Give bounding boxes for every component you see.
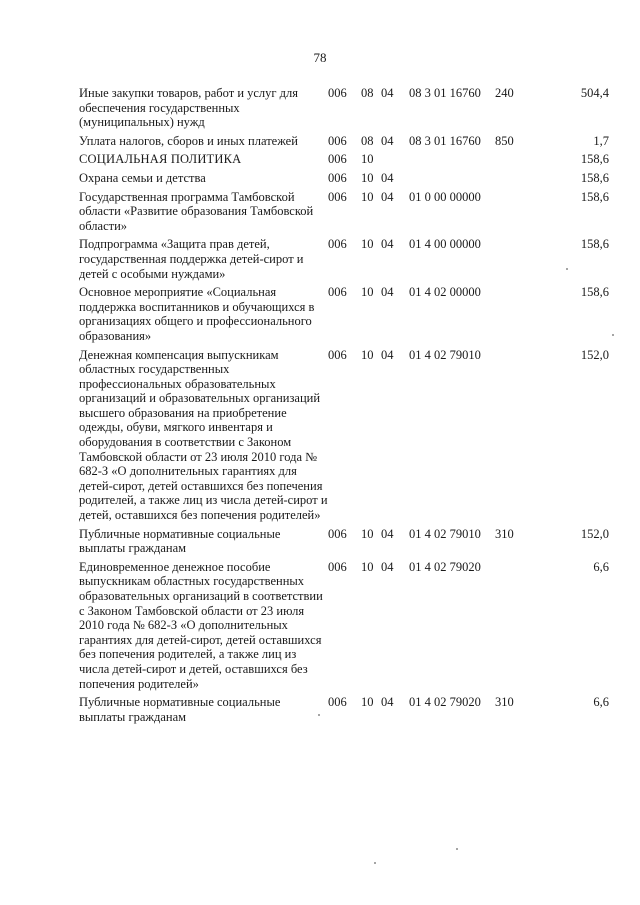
subsection-code [381,148,409,167]
scan-speck [612,334,614,336]
target-article-code: 01 4 02 79010 [409,526,481,541]
row-name: Подпрограмма «Защита прав детей, государственная поддержка детей-сирот и детей с особыми нуждами» [79,237,304,281]
target-article-code [409,148,495,167]
subsection-code: 04 [381,559,394,574]
expense-type-code [495,281,535,343]
amount: 1,7 [593,133,609,148]
section-code: 08 [361,86,374,100]
ved-code: 006 [328,86,347,100]
section-code: 10 [361,285,374,300]
scan-speck [318,714,320,716]
target-article-code: 01 4 02 79020 [409,559,481,574]
target-article-code [409,167,495,186]
amount: 6,6 [593,559,609,574]
ved-code: 006 [328,170,347,185]
amount: 158,6 [580,189,609,204]
table-row [79,281,609,343]
section-code: 10 [361,170,374,185]
ved-code: 006 [328,133,347,148]
budget-table [79,86,609,724]
ved-code: 006 [328,695,347,710]
ved-code: 006 [328,237,347,252]
amount: 504,4 [580,86,609,100]
section-code: 10 [361,152,374,167]
target-article-code: 01 0 00 00000 [409,189,481,204]
row-name: Публичные нормативные социальные выплаты гражданам [79,695,281,724]
section-code: 10 [361,189,374,204]
target-article-code: 01 4 00 00000 [409,237,481,252]
subsection-code: 04 [381,347,394,362]
amount: 158,6 [580,152,609,167]
scan-speck [456,848,458,850]
table-row [79,86,609,130]
subsection-code: 04 [381,86,394,100]
target-article-code: 01 4 02 79020 [409,695,481,710]
expense-type-code [495,344,535,523]
row-name: Иные закупки товаров, работ и услуг для обеспечения государственных (муниципальных) нужд [79,86,299,130]
scan-speck [566,268,568,270]
expense-type-code: 310 [495,526,514,541]
ved-code: 006 [328,152,347,167]
expense-type-code: 310 [495,695,514,710]
subsection-code: 04 [381,526,394,541]
expense-type-code [495,556,535,691]
subsection-code: 04 [381,695,394,710]
section-code: 10 [361,347,374,362]
table-row [79,556,609,691]
section-code: 10 [361,559,374,574]
subsection-code: 04 [381,285,394,300]
row-name: Охрана семьи и детства [79,170,206,185]
subsection-code: 04 [381,189,394,204]
ved-code: 006 [328,347,347,362]
expense-type-code [495,233,535,281]
target-article-code: 08 3 01 16760 [409,133,481,148]
row-name: Уплата налогов, сборов и иных платежей [79,133,298,148]
table-row [79,167,609,186]
row-name: Основное мероприятие «Социальная поддержка воспитанников и обучающихся в организациях общего и профессионального образования» [79,285,315,343]
budget-table-body [79,86,609,724]
ved-code: 006 [328,526,347,541]
amount: 158,6 [580,237,609,252]
subsection-code: 04 [381,237,394,252]
row-name: Денежная компенсация выпускникам областных государственных профессиональных образовательных организаций и образовательных организаций высшего образования на приобретение одежды, обуви, мягкого инвентаря и оборудования в соответствии с Законом Тамбовской области от 23 июля 2010 года № 682-З «О дополнительных гарантиях для детей-сирот, детей оставшихся без попечения родителей, а также лиц из числа детей-сирот и детей, оставшихся без попечения родителей» [79,347,328,523]
expense-type-code [495,148,535,167]
expense-type-code: 850 [495,133,514,148]
subsection-code: 04 [381,170,394,185]
target-article-code: 01 4 02 79010 [409,347,481,362]
target-article-code: 08 3 01 16760 [409,86,481,100]
subsection-code: 04 [381,133,394,148]
section-code: 10 [361,526,374,541]
amount: 158,6 [580,285,609,300]
target-article-code: 01 4 02 00000 [409,285,481,300]
expense-type-code [495,167,535,186]
row-name: Единовременное денежное пособие выпускникам областных государственных образовательных организаций в соответствии с Законом Тамбовской области от 23 июля 2010 года № 682-З «О дополнительных гарантиях для детей-сирот, детей оставшихся без попечения родителей, а также лиц из числа детей-сирот и детей, оставшихся без попечения родителей» [79,559,323,691]
ved-code: 006 [328,285,347,300]
amount: 6,6 [593,695,609,710]
page-number: 78 [313,50,327,65]
table-row [79,523,609,556]
table-row [79,233,609,281]
section-code: 10 [361,237,374,252]
ved-code: 006 [328,189,347,204]
expense-type-code [495,186,535,234]
section-code: 08 [361,133,374,148]
row-name: Публичные нормативные социальные выплаты гражданам [79,526,281,556]
section-code: 10 [361,695,374,710]
row-name: Государственная программа Тамбовской области «Развитие образования Тамбовской области» [79,189,314,233]
ved-code: 006 [328,559,347,574]
amount: 152,0 [580,347,609,362]
table-row [79,148,609,167]
amount: 152,0 [580,526,609,541]
table-row [79,344,609,523]
scan-speck [374,862,376,864]
table-row [79,691,609,724]
expense-type-code: 240 [495,86,514,100]
amount: 158,6 [580,170,609,185]
table-row [79,186,609,234]
table-row [79,130,609,149]
row-name: СОЦИАЛЬНАЯ ПОЛИТИКА [79,152,242,167]
